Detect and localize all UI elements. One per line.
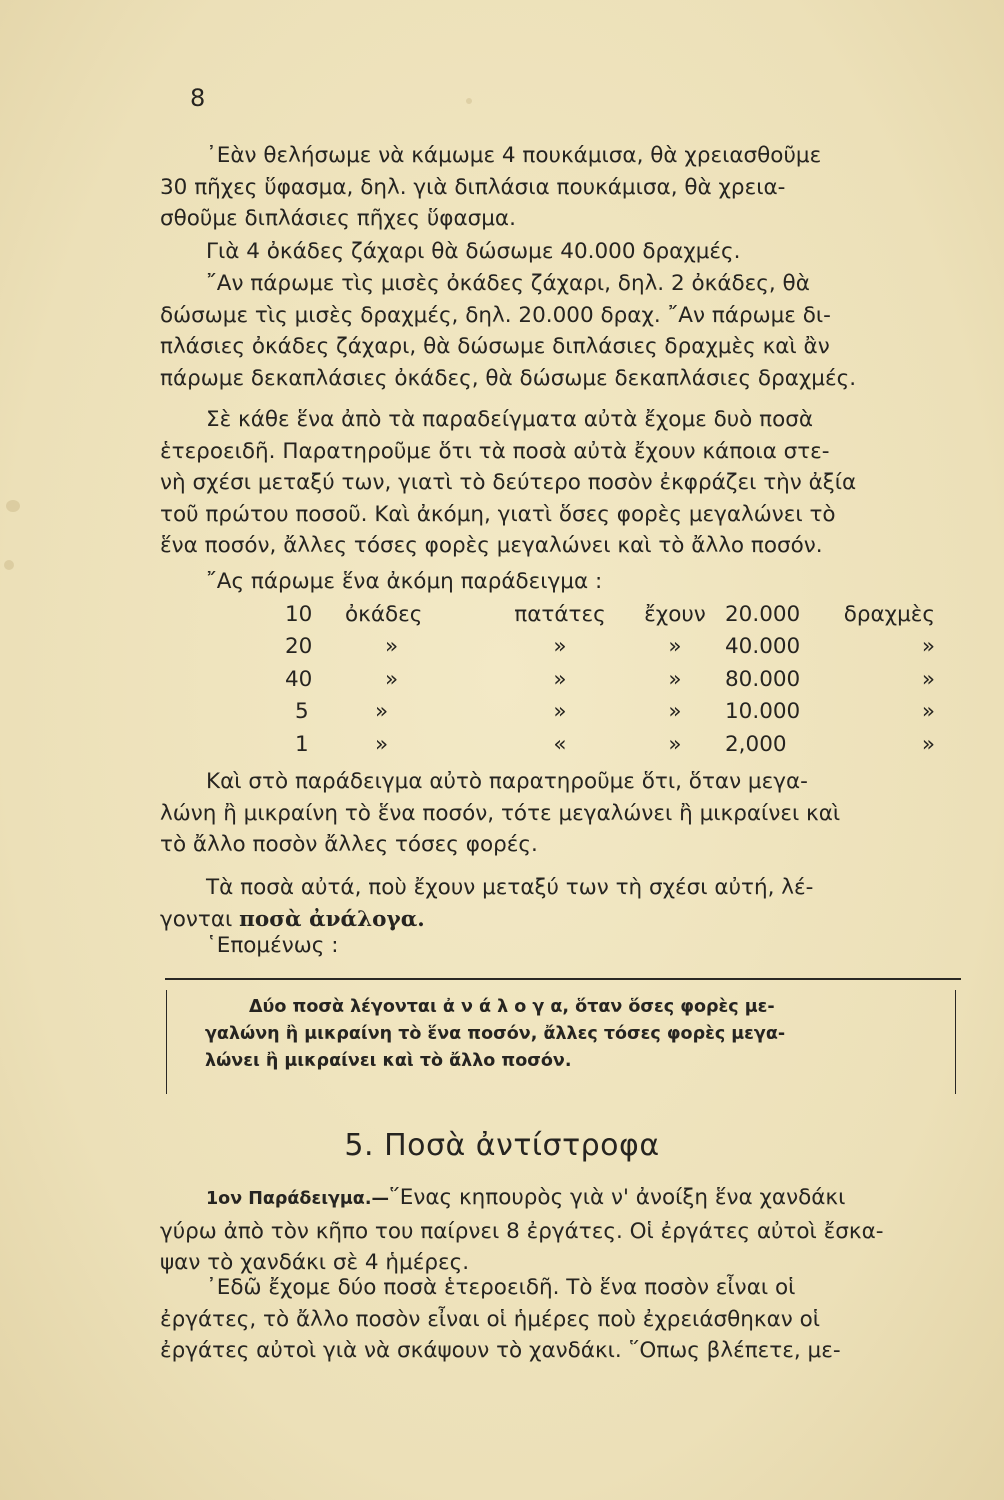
table-row	[285, 728, 935, 761]
text-line: Σὲ κάθε ἕνα ἀπὸ τὰ παραδείγματα αὐτὰ ἔχομε δυὸ ποσὰ	[206, 407, 814, 432]
verb-cell: »	[668, 634, 682, 660]
currency-cell: »	[921, 731, 935, 757]
text-line: Τὰ ποσὰ αὐτά, ποὺ ἔχουν μεταξύ των τὴ σχέσι αὐτή, λέ-	[206, 875, 814, 900]
text-plain: γονται	[160, 906, 240, 932]
paragraph-proportional-term	[160, 872, 960, 935]
qty-cell: 5	[295, 699, 309, 725]
text-line: ἐργάτες αὐτοὶ γιὰ νὰ σκάψουν τὸ χανδάκι. ῞Οπως βλέπετε, με-	[160, 1338, 841, 1363]
text-line: Καὶ στὸ παράδειγμα αὐτὸ παρατηροῦμε ὅτι, ὅταν μεγα-	[206, 769, 808, 794]
paragraph-example-1	[160, 1182, 960, 1279]
currency-cell: »	[921, 666, 935, 692]
text-line: δώσωμε τὶς μισὲς δραχμές, δηλ. 20.000 δραχ. ῎Αν πάρωμε δι-	[160, 302, 831, 328]
item-cell: «	[553, 731, 567, 757]
qty-cell: 20	[285, 634, 313, 660]
paragraph-another-example	[160, 566, 960, 598]
paper-stain	[6, 500, 20, 512]
text-line: ἕνα ποσόν, ἄλλες τόσες φορὲς μεγαλώνει καὶ τὸ ἄλλο ποσόν.	[160, 533, 823, 558]
definition-line: Δύο ποσὰ λέγονται ἀ ν ά λ ο γ α, ὅταν ὅσες φορὲς με-	[249, 997, 775, 1017]
definition-line: γαλώνη ἢ μικραίνη τὸ ἕνα ποσόν, ἄλλες τόσες φορὲς μεγα-	[205, 1024, 786, 1044]
text-plain: ῞Ενας κηπουρὸς γιὰ ν' ἀνοίξη ἕνα χανδάκι	[388, 1185, 846, 1210]
definition-line: λώνει ἢ μικραίνει καὶ τὸ ἄλλο ποσόν.	[205, 1051, 572, 1071]
price-cell: 80.000	[725, 666, 801, 692]
text-line: ᾿Εδῶ ἔχομε δύο ποσὰ ἑτεροειδῆ. Τὸ ἕνα ποσὸν εἶναι οἱ	[206, 1275, 796, 1300]
text-line: νὴ σχέσι μεταξύ των, γιατὶ τὸ δεύτερο ποσὸν ἐκφράζει τὴν ἀξία	[160, 470, 857, 495]
text-line	[160, 1182, 960, 1216]
text-line: λώνη ἢ μικραίνη τὸ ἕνα ποσόν, τότε μεγαλώνει ἢ μικραίνει καὶ	[160, 800, 841, 826]
page-number: 8	[190, 84, 206, 112]
verb-cell: »	[668, 731, 682, 757]
text-line: ἑτεροειδῆ. Παρατηροῦμε ὅτι τὰ ποσὰ αὐτὰ ἔχουν κάποια στε-	[160, 438, 830, 464]
unit-cell: »	[385, 666, 399, 692]
unit-cell: »	[375, 731, 389, 757]
example-lead: 1ον Παράδειγμα.—	[206, 1189, 389, 1209]
price-cell: 20.000	[725, 601, 801, 627]
definition-text	[205, 994, 935, 1075]
paper-stain	[4, 560, 14, 570]
paper-stain	[466, 98, 472, 104]
unit-cell: »	[385, 634, 399, 660]
text-line: ῎Αν πάρωμε τὶς μισὲς ὀκάδες ζάχαρι, δηλ. 2 ὀκάδες, θὰ	[206, 271, 810, 296]
text-line: Γιὰ 4 ὀκάδες ζάχαρι θὰ δώσωμε 40.000 δραχμές.	[206, 239, 741, 264]
horizontal-rule	[165, 978, 961, 980]
paragraph-workers-days	[160, 1272, 960, 1367]
paragraph-sugar	[160, 236, 960, 268]
price-cell: 10.000	[725, 699, 801, 725]
paragraph-second-observation	[160, 766, 960, 861]
qty-cell: 1	[295, 731, 309, 757]
term-proportional: ποσὰ ἀνάλογα.	[239, 906, 425, 932]
item-cell: »	[553, 699, 567, 725]
qty-cell: 40	[285, 666, 313, 692]
item-cell: »	[553, 666, 567, 692]
text-line: τοῦ πρώτου ποσοῦ. Καὶ ἀκόμη, γιατὶ ὅσες φορὲς μεγαλώνει τὸ	[160, 501, 836, 527]
verb-cell: ἔχουν	[644, 601, 706, 627]
item-cell: πατάτες	[514, 601, 606, 627]
item-cell: »	[553, 634, 567, 660]
text-line: τὸ ἄλλο ποσὸν ἄλλες τόσες φορές.	[160, 832, 538, 857]
table-row	[285, 663, 935, 696]
paragraph-observation	[160, 404, 960, 562]
text-line: σθοῦμε διπλάσιες πῆχες ὕφασμα.	[160, 206, 516, 231]
paragraph-therefore	[160, 930, 960, 962]
price-cell: 40.000	[725, 634, 801, 660]
text-line: γύρω ἀπὸ τὸν κῆπο του παίρνει 8 ἐργάτες. Οἱ ἐργάτες αὐτοὶ ἔσκα-	[160, 1218, 884, 1244]
table-row	[285, 631, 935, 664]
paragraph-half-double	[160, 268, 960, 394]
price-cell: 2,000	[725, 731, 787, 757]
currency-cell: »	[921, 634, 935, 660]
potato-price-table	[285, 598, 935, 761]
currency-cell: »	[921, 699, 935, 725]
text-line: πλάσιες ὀκάδες ζάχαρι, θὰ δώσωμε διπλάσιες δραχμὲς καὶ ἂν	[160, 334, 830, 359]
table-row	[285, 598, 935, 631]
verb-cell: »	[668, 666, 682, 692]
table-row	[285, 696, 935, 729]
unit-cell: »	[375, 699, 389, 725]
text-line: ῎Ας πάρωμε ἕνα ἀκόμη παράδειγμα :	[206, 569, 603, 594]
paragraph-shirts	[160, 140, 960, 235]
unit-cell: ὀκάδες	[345, 601, 423, 627]
currency-cell: δραχμὲς	[843, 601, 935, 627]
section-heading: 5. Ποσὰ ἀντίστροφα	[344, 1128, 660, 1163]
text-line: ψαν τὸ χανδάκι σὲ 4 ἡμέρες.	[160, 1250, 470, 1275]
text-line: ῾Επομένως :	[206, 933, 339, 958]
text-line: ᾿Εὰν θελήσωμε νὰ κάμωμε 4 πουκάμισα, θὰ χρειασθοῦμε	[206, 143, 822, 168]
text-line: ἐργάτες, τὸ ἄλλο ποσὸν εἶναι οἱ ἡμέρες ποὺ ἐχρειάσθηκαν οἱ	[160, 1306, 821, 1332]
qty-cell: 10	[285, 601, 313, 627]
text-line: πάρωμε δεκαπλάσιες ὀκάδες, θὰ δώσωμε δεκαπλάσιες δραχμές.	[160, 365, 857, 391]
verb-cell: »	[668, 699, 682, 725]
text-line: 30 πῆχες ὕφασμα, δηλ. γιὰ διπλάσια πουκάμισα, θὰ χρεια-	[160, 174, 786, 200]
